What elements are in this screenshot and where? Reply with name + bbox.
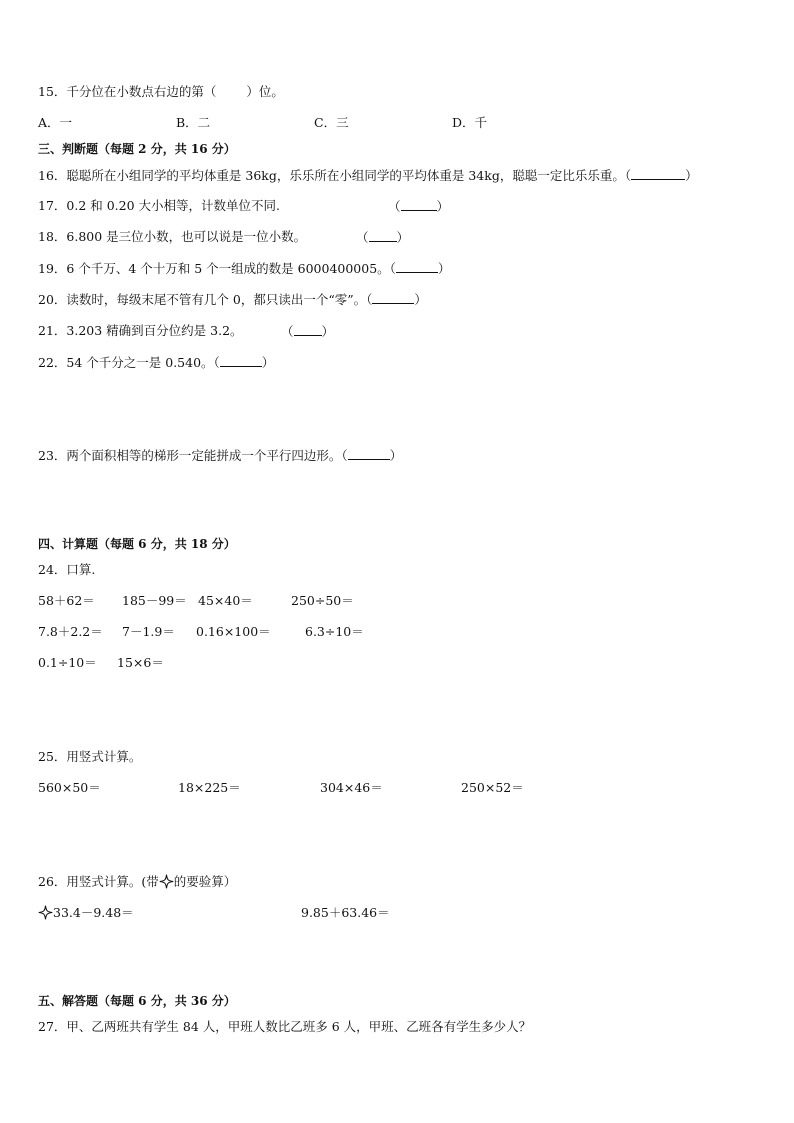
calc-item: 15×6＝: [117, 655, 164, 670]
vertical-calc-item: 304×46＝: [320, 780, 383, 795]
section-5-title: 五、解答题（每题 6 分，共 36 分）: [38, 994, 236, 1008]
answer-gap: [216, 84, 246, 96]
question-15-option-c: C．三: [314, 115, 349, 130]
calc-item: 185－99＝: [122, 593, 187, 608]
question-24-stem: 24．口算.: [38, 562, 96, 577]
answer-blank: [396, 260, 438, 273]
question-17-answer: （ ）: [388, 199, 450, 214]
section-4-title: 四、计算题（每题 6 分，共 18 分）: [38, 537, 236, 551]
question-15-option-d: D．千: [452, 115, 488, 130]
calc-item: 250÷50＝: [291, 593, 354, 608]
calc-item: 7－1.9＝: [122, 624, 175, 639]
question-25-stem: 25．用竖式计算。: [38, 749, 142, 764]
question-15-option-a: A．一: [38, 115, 73, 130]
question-16: 16．聪聪所在小组同学的平均体重是 36kg，乐乐所在小组同学的平均体重是 34kg，聪聪一定比乐乐重。（ ）: [38, 168, 698, 183]
question-23: 23．两个面积相等的梯形一定能拼成一个平行四边形。（ ）: [38, 448, 403, 463]
question-21: 21．3.203 精确到百分位约是 3.2。: [38, 323, 243, 338]
answer-blank: [631, 167, 685, 180]
question-18: 18．6.800 是三位小数，也可以说是一位小数。: [38, 229, 307, 244]
four-point-star-icon: [159, 874, 174, 889]
calc-item: 6.3÷10＝: [305, 624, 364, 639]
question-21-answer: （ ）: [281, 324, 335, 339]
four-point-star-icon: [38, 905, 53, 920]
calc-item: 7.8＋2.2＝: [38, 624, 103, 639]
question-26-stem: 26．用竖式计算。(带 的要验算）: [38, 874, 237, 889]
answer-blank: [372, 291, 414, 304]
answer-blank: [401, 198, 437, 211]
question-17: 17．0.2 和 0.20 大小相等，计数单位不同.: [38, 198, 281, 213]
calc-item: 0.1÷10＝: [38, 655, 97, 670]
question-22: 22．54 个千分之一是 0.540。（ ）: [38, 355, 275, 370]
calc-item: 45×40＝: [198, 593, 253, 608]
calc-item: 0.16×100＝: [196, 624, 271, 639]
question-19: 19．6 个千万、4 个十万和 5 个一组成的数是 6000400005。（ ）: [38, 261, 451, 276]
vertical-calc-item: 560×50＝: [38, 780, 101, 795]
vertical-calc-item-verify: 33.4－9.48＝: [38, 905, 134, 921]
question-15: 15．千分位在小数点右边的第（ ）位。: [38, 84, 284, 99]
section-3-title: 三、判断题（每题 2 分，共 16 分）: [38, 142, 236, 156]
question-15-option-b: B．二: [176, 115, 211, 130]
vertical-calc-item: 250×52＝: [461, 780, 524, 795]
question-27: 27．甲、乙两班共有学生 84 人，甲班人数比乙班多 6 人，甲班、乙班各有学生多少人？: [38, 1019, 532, 1034]
calc-item: 58＋62＝: [38, 593, 95, 608]
question-20: 20．读数时，每级末尾不管有几个 0，都只读出一个“零”。（ ）: [38, 292, 427, 307]
vertical-calc-item: 18×225＝: [178, 780, 241, 795]
answer-blank: [348, 447, 390, 460]
vertical-calc-item: 9.85＋63.46＝: [301, 905, 390, 920]
question-18-answer: （ ）: [356, 230, 410, 245]
answer-blank: [294, 323, 322, 336]
answer-blank: [369, 229, 397, 242]
answer-blank: [220, 354, 262, 367]
